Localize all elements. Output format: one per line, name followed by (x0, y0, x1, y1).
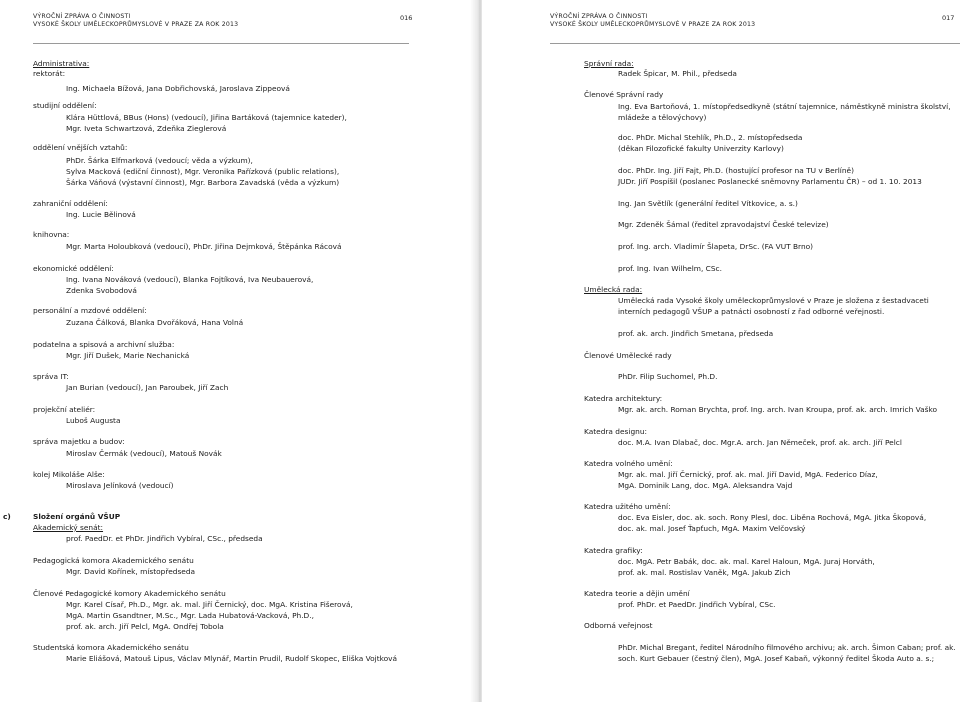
text-katedra-teorie: prof. PhDr. et PaedDr. Jindřich Vybíral, CSc. (618, 600, 776, 609)
text-katedra-grafiky-2: prof. ak. mal. Rostislav Vaněk, MgA. Jakub Zich (618, 568, 791, 577)
text-kolej: Miroslava Jelínková (vedoucí) (66, 481, 174, 490)
text-akademicky-senat: prof. PaedDr. et PhDr. Jindřich Vybíral, CSc., předseda (66, 534, 263, 543)
text-katedra-architektury: Mgr. ak. arch. Roman Brychta, prof. Ing. arch. Ivan Kroupa, prof. ak. arch. Imrich Vaško (618, 405, 938, 414)
header-title: VÝROČNÍ ZPRÁVA O ČINNOSTI (33, 13, 131, 20)
text-majetek: Miroslav Čermák (vedoucí), Matouš Novák (66, 449, 222, 458)
text-knihovna: Mgr. Marta Holoubková (vedoucí), PhDr. Jiřina Dejmková, Štěpánka Rácová (66, 242, 342, 251)
text-studijni-2: Mgr. Iveta Schwartzová, Zdeňka Zieglerová (66, 124, 227, 133)
label-studijni: studijní oddělení: (33, 101, 97, 110)
text-podatelna: Mgr. Jiří Dušek, Marie Nechanická (66, 351, 190, 360)
text-katedra-grafiky-1: doc. MgA. Petr Babák, doc. ak. mal. Karel Haloun, MgA. Juraj Horváth, (618, 557, 875, 566)
text-sr-3: doc. PhDr. Michal Stehlík, Ph.D., 2. místopředseda (618, 133, 803, 142)
text-vnejsi-1: PhDr. Šárka Elfmarková (vedoucí; věda a výzkum), (66, 156, 253, 165)
header-rule-right (550, 43, 960, 44)
text-sr-10: prof. Ing. Ivan Wilhelm, CSc. (618, 264, 722, 273)
text-odborna-2: soch. Kurt Gebauer (čestný člen), MgA. Josef Kabaň, výkonný ředitel Škoda Auto a. s.; (618, 654, 935, 663)
text-katedra-uzite-2: doc. ak. mal. Josef Ťapťuch, MgA. Maxim Velčovský (618, 524, 806, 533)
label-katedra-volneho-umeni: Katedra volného umění: (584, 459, 673, 468)
text-sr-9: prof. Ing. arch. Vladimír Šlapeta, DrSc. (FA VUT Brno) (618, 242, 814, 251)
text-projekcni: Luboš Augusta (66, 416, 121, 425)
label-projekcni: projekční ateliér: (33, 405, 96, 414)
label-rektorat: rektorát: (33, 69, 66, 78)
text-studentska-komora: Marie Eliášová, Matouš Lipus, Václav Mlynář, Martin Prudil, Rudolf Skopec, Eliška Vojtková (66, 654, 398, 663)
text-rektorat: Ing. Michaela Bížová, Jana Dobřichovská, Jaroslava Zippeová (66, 84, 290, 93)
header-rule-left (33, 43, 409, 44)
running-header-left (33, 13, 238, 29)
header-subtitle: VYSOKÉ ŠKOLY UMĚLECKOPRŮMYSLOVÉ V PRAZE ZA ROK 2013 (550, 21, 756, 28)
text-katedra-volne-2: MgA. Dominik Lang, doc. MgA. Aleksandra Vajd (618, 481, 793, 490)
text-clenove-ped-1: Mgr. Karel Císař, Ph.D., Mgr. ak. mal. Jiří Černický, doc. MgA. Kristina Fišerová, (66, 600, 353, 609)
label-pedagogicka-komora: Pedagogická komora Akademického senátu (33, 556, 194, 565)
label-majetek: správa majetku a budov: (33, 437, 125, 446)
page-number-right: 017 (942, 14, 955, 22)
label-podatelna: podatelna a spisová a archivní služba: (33, 340, 175, 349)
text-sr-5: doc. PhDr. Ing. Jiří Fajt, Ph.D. (hostující profesor na TU v Berlíně) (618, 166, 854, 175)
text-spravni-rada: Radek Špicar, M. Phil., předseda (618, 69, 737, 78)
text-zahranicni: Ing. Lucie Bělinová (66, 210, 136, 219)
text-umelecka-rada-3: prof. ak. arch. Jindřich Smetana, předseda (618, 329, 774, 338)
text-odborna-1: PhDr. Michal Bregant, ředitel Národního filmového archivu; ak. arch. Šimon Caban; prof. ak. (618, 643, 956, 652)
text-katedra-designu: doc. M.A. Ivan Dlabač, doc. Mgr.A. arch. Jan Němeček, prof. ak. arch. Jiří Pelcl (618, 438, 902, 447)
text-sprava-it: Jan Burian (vedoucí), Jan Paroubek, Jiří Zach (66, 383, 229, 392)
heading-slozeni: Složení orgánů VŠUP (33, 512, 121, 521)
heading-administrativa: Administrativa: (33, 59, 90, 68)
text-pedagogicka-komora: Mgr. David Kořínek, místopředseda (66, 567, 196, 576)
page-number-left: 016 (400, 14, 413, 22)
text-sr-6: JUDr. Jiří Pospíšil (poslanec Poslanecké sněmovny Parlamentu ČR) – od 1. 10. 2013 (618, 177, 922, 186)
text-clenove-ped-2: MgA. Martin Gsandtner, M.Sc., Mgr. Lada Hubatová-Vacková, Ph.D., (66, 611, 314, 620)
label-studentska-komora: Studentská komora Akademického senátu (33, 643, 189, 652)
text-sr-8: Mgr. Zdeněk Šámal (ředitel zpravodajství České televize) (618, 220, 829, 229)
label-katedra-teorie: Katedra teorie a dějin umění (584, 589, 690, 598)
label-vnejsi: oddělení vnějších vztahů: (33, 143, 128, 152)
text-sr-4: (děkan Filozofické fakulty Univerzity Karlovy) (618, 144, 784, 153)
text-ur-1: PhDr. Filip Suchomel, Ph.D. (618, 372, 718, 381)
text-vnejsi-2: Sylva Macková (ediční činnost), Mgr. Veronika Pařízková (public relations), (66, 167, 340, 176)
text-studijni-1: Klára Hüttlová, BBus (Hons) (vedoucí), Jiřina Bartáková (tajemnice kateder), (66, 113, 347, 122)
text-vnejsi-3: Šárka Váňová (výstavní činnost), Mgr. Barbora Zavadská (věda a výzkum) (66, 178, 340, 187)
right-page (482, 0, 960, 702)
text-personalni: Zuzana Čálková, Blanka Dvořáková, Hana Volná (66, 318, 244, 327)
label-katedra-architektury: Katedra architektury: (584, 394, 663, 403)
text-sr-2: mládeže a tělovýchovy) (618, 113, 707, 122)
section-marker-c: c) (3, 512, 11, 521)
heading-spravni-rada: Správní rada: (584, 59, 634, 68)
text-sr-1: Ing. Eva Bartoňová, 1. místopředsedkyně (státní tajemnice, náměstkyně ministra školství, (618, 102, 951, 111)
text-umelecka-rada-1: Umělecká rada Vysoké školy uměleckoprůmyslové v Praze je složena z šestadvaceti (618, 296, 929, 305)
label-sprava-it: správa IT: (33, 372, 69, 381)
text-katedra-volne-1: Mgr. ak. mal. Jiří Černický, prof. ak. mal. Jiří David, MgA. Federico Díaz, (618, 470, 878, 479)
label-katedra-designu: Katedra designu: (584, 427, 647, 436)
heading-umelecka-rada: Umělecká rada: (584, 285, 643, 294)
heading-akademicky-senat: Akademický senát: (33, 523, 104, 532)
left-page (0, 0, 478, 702)
label-clenove-pedagogicke: Členové Pedagogické komory Akademického senátu (33, 589, 226, 598)
text-ekonomicke-1: Ing. Ivana Nováková (vedoucí), Blanka Fojtíková, Iva Neubauerová, (66, 275, 314, 284)
label-katedra-grafiky: Katedra grafiky: (584, 546, 643, 555)
text-ekonomicke-2: Zdenka Svobodová (66, 286, 137, 295)
running-header-right (550, 13, 755, 29)
label-kolej: kolej Mikoláše Alše: (33, 470, 105, 479)
text-umelecka-rada-2: interních pedagogů VŠUP a patnácti osobností z řad odborné veřejnosti. (618, 307, 885, 316)
label-ekonomicke: ekonomické oddělení: (33, 264, 114, 273)
text-katedra-uzite-1: doc. Eva Eisler, doc. ak. soch. Rony Plesl, doc. Liběna Rochová, MgA. Jitka Škopová, (618, 513, 927, 522)
label-clenove-umelecke-rady: Členové Umělecké rady (584, 351, 672, 360)
label-knihovna: knihovna: (33, 230, 70, 239)
header-subtitle: VYSOKÉ ŠKOLY UMĚLECKOPRŮMYSLOVÉ V PRAZE ZA ROK 2013 (33, 21, 239, 28)
label-odborna-verejnost: Odborná veřejnost (584, 621, 653, 630)
label-clenove-spravni-rady: Členové Správní rady (584, 90, 664, 99)
text-sr-7: Ing. Jan Světlík (generální ředitel Vítkovice, a. s.) (618, 199, 798, 208)
label-katedra-uzite-umeni: Katedra užitého umění: (584, 502, 671, 511)
header-title: VÝROČNÍ ZPRÁVA O ČINNOSTI (550, 13, 648, 20)
text-clenove-ped-3: prof. ak. arch. Jiří Pelcl, MgA. Ondřej Tobola (66, 622, 224, 631)
label-personalni: personální a mzdové oddělení: (33, 306, 147, 315)
label-zahranicni: zahraniční oddělení: (33, 199, 108, 208)
